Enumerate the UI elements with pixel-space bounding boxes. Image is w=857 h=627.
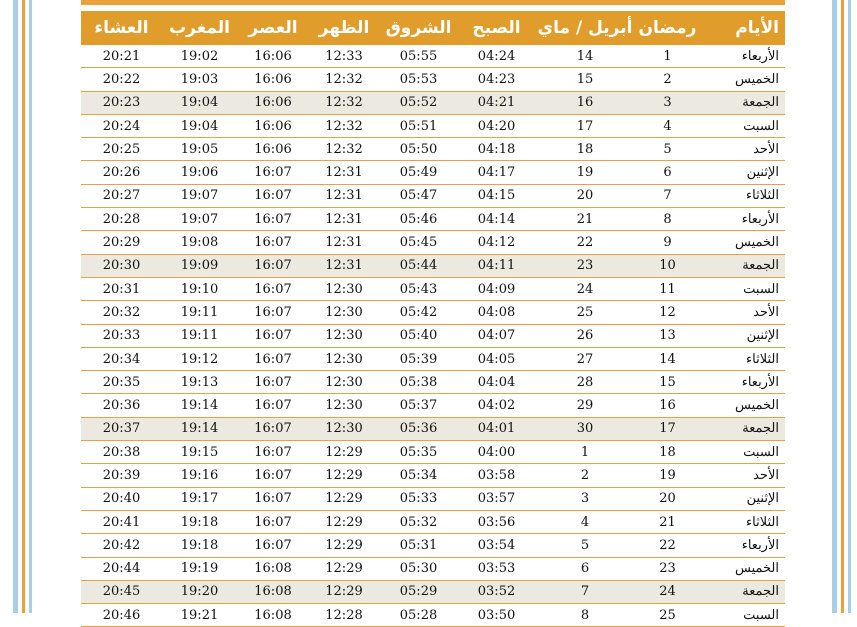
fajr-cell: 04:11 [458, 254, 535, 277]
fajr-cell: 04:20 [458, 114, 535, 137]
isha-cell: 20:33 [81, 324, 162, 347]
ramadan-day-cell: 13 [635, 324, 700, 347]
fajr-cell: 04:00 [458, 441, 535, 464]
maghrib-cell: 19:04 [162, 114, 237, 137]
sunrise-cell: 05:44 [379, 254, 458, 277]
gregorian-date-cell: 5 [535, 534, 635, 557]
asr-cell: 16:06 [237, 138, 309, 161]
maghrib-cell: 19:12 [162, 347, 237, 370]
dhuhr-cell: 12:30 [309, 371, 379, 394]
dhuhr-cell: 12:31 [309, 254, 379, 277]
fajr-cell: 04:01 [458, 417, 535, 440]
sunrise-cell: 05:31 [379, 534, 458, 557]
gregorian-date-cell: 29 [535, 394, 635, 417]
header-asr: العصر [237, 11, 309, 45]
day-cell: الإثنين [700, 487, 785, 510]
isha-cell: 20:30 [81, 254, 162, 277]
ramadan-day-cell: 5 [635, 138, 700, 161]
sunrise-cell: 05:55 [379, 45, 458, 68]
day-cell: الأحد [700, 301, 785, 324]
isha-cell: 20:34 [81, 347, 162, 370]
day-cell: الإثنين [700, 161, 785, 184]
isha-cell: 20:37 [81, 417, 162, 440]
table-row [81, 604, 785, 627]
dhuhr-cell: 12:31 [309, 161, 379, 184]
sunrise-cell: 05:40 [379, 324, 458, 347]
gregorian-date-cell: 23 [535, 254, 635, 277]
asr-cell: 16:07 [237, 534, 309, 557]
dhuhr-cell: 12:29 [309, 510, 379, 533]
fajr-cell: 03:58 [458, 464, 535, 487]
gregorian-date-cell: 14 [535, 45, 635, 68]
ramadan-day-cell: 20 [635, 487, 700, 510]
day-cell: السبت [700, 604, 785, 627]
maghrib-cell: 19:11 [162, 301, 237, 324]
day-cell: الأربعاء [700, 534, 785, 557]
maghrib-cell: 19:07 [162, 208, 237, 231]
asr-cell: 16:07 [237, 301, 309, 324]
dhuhr-cell: 12:33 [309, 45, 379, 68]
sunrise-cell: 05:34 [379, 464, 458, 487]
table-row [81, 208, 785, 231]
asr-cell: 16:07 [237, 231, 309, 254]
asr-cell: 16:08 [237, 557, 309, 580]
ramadan-day-cell: 6 [635, 161, 700, 184]
gregorian-date-cell: 20 [535, 184, 635, 207]
dhuhr-cell: 12:31 [309, 231, 379, 254]
table-row [81, 580, 785, 603]
dhuhr-cell: 12:32 [309, 91, 379, 114]
dhuhr-cell: 12:29 [309, 557, 379, 580]
fajr-cell: 04:14 [458, 208, 535, 231]
isha-cell: 20:24 [81, 114, 162, 137]
maghrib-cell: 19:16 [162, 464, 237, 487]
fajr-cell: 04:08 [458, 301, 535, 324]
left-frame-blue-inner [29, 0, 32, 613]
gregorian-date-cell: 24 [535, 277, 635, 300]
day-cell: الجمعة [700, 91, 785, 114]
header-maghrib: المغرب [162, 11, 237, 45]
gregorian-date-cell: 18 [535, 138, 635, 161]
fajr-cell: 03:50 [458, 604, 535, 627]
gregorian-date-cell: 21 [535, 208, 635, 231]
day-cell: الأربعاء [700, 45, 785, 68]
table-row [81, 68, 785, 91]
sunrise-cell: 05:43 [379, 277, 458, 300]
asr-cell: 16:06 [237, 91, 309, 114]
left-frame-blue-outer [13, 0, 18, 613]
sunrise-cell: 05:28 [379, 604, 458, 627]
asr-cell: 16:07 [237, 441, 309, 464]
dhuhr-cell: 12:29 [309, 534, 379, 557]
isha-cell: 20:26 [81, 161, 162, 184]
maghrib-cell: 19:17 [162, 487, 237, 510]
table-row [81, 441, 785, 464]
asr-cell: 16:07 [237, 510, 309, 533]
dhuhr-cell: 12:30 [309, 277, 379, 300]
isha-cell: 20:41 [81, 510, 162, 533]
gregorian-date-cell: 19 [535, 161, 635, 184]
ramadan-day-cell: 24 [635, 580, 700, 603]
fajr-cell: 03:52 [458, 580, 535, 603]
table-row [81, 138, 785, 161]
gregorian-date-cell: 2 [535, 464, 635, 487]
asr-cell: 16:07 [237, 347, 309, 370]
dhuhr-cell: 12:32 [309, 114, 379, 137]
maghrib-cell: 19:10 [162, 277, 237, 300]
gregorian-date-cell: 16 [535, 91, 635, 114]
isha-cell: 20:23 [81, 91, 162, 114]
dhuhr-cell: 12:31 [309, 184, 379, 207]
top-orange-rule [81, 0, 785, 5]
asr-cell: 16:07 [237, 417, 309, 440]
fajr-cell: 03:57 [458, 487, 535, 510]
fajr-cell: 04:04 [458, 371, 535, 394]
isha-cell: 20:28 [81, 208, 162, 231]
table-row [81, 464, 785, 487]
gregorian-date-cell: 30 [535, 417, 635, 440]
maghrib-cell: 19:14 [162, 417, 237, 440]
sunrise-cell: 05:38 [379, 371, 458, 394]
asr-cell: 16:07 [237, 184, 309, 207]
maghrib-cell: 19:13 [162, 371, 237, 394]
dhuhr-cell: 12:28 [309, 604, 379, 627]
dhuhr-cell: 12:32 [309, 138, 379, 161]
sunrise-cell: 05:53 [379, 68, 458, 91]
maghrib-cell: 19:08 [162, 231, 237, 254]
fajr-cell: 03:56 [458, 510, 535, 533]
asr-cell: 16:06 [237, 114, 309, 137]
day-cell: الأحد [700, 138, 785, 161]
day-cell: الأربعاء [700, 371, 785, 394]
asr-cell: 16:07 [237, 487, 309, 510]
isha-cell: 20:38 [81, 441, 162, 464]
asr-cell: 16:07 [237, 371, 309, 394]
asr-cell: 16:07 [237, 208, 309, 231]
gregorian-date-cell: 15 [535, 68, 635, 91]
ramadan-day-cell: 18 [635, 441, 700, 464]
ramadan-day-cell: 7 [635, 184, 700, 207]
header-fajr: الصبح [458, 11, 535, 45]
ramadan-day-cell: 14 [635, 347, 700, 370]
right-frame-blue-outer [848, 0, 851, 613]
sunrise-cell: 05:47 [379, 184, 458, 207]
ramadan-day-cell: 8 [635, 208, 700, 231]
fajr-cell: 04:18 [458, 138, 535, 161]
dhuhr-cell: 12:31 [309, 208, 379, 231]
table-row [81, 417, 785, 440]
isha-cell: 20:32 [81, 301, 162, 324]
gregorian-date-cell: 22 [535, 231, 635, 254]
sunrise-cell: 05:50 [379, 138, 458, 161]
ramadan-day-cell: 25 [635, 604, 700, 627]
maghrib-cell: 19:03 [162, 68, 237, 91]
maghrib-cell: 19:18 [162, 534, 237, 557]
isha-cell: 20:22 [81, 68, 162, 91]
table-row [81, 557, 785, 580]
isha-cell: 20:25 [81, 138, 162, 161]
maghrib-cell: 19:05 [162, 138, 237, 161]
gregorian-date-cell: 25 [535, 301, 635, 324]
maghrib-cell: 19:21 [162, 604, 237, 627]
right-frame-orange [841, 0, 844, 613]
ramadan-day-cell: 10 [635, 254, 700, 277]
fajr-cell: 04:15 [458, 184, 535, 207]
asr-cell: 16:07 [237, 254, 309, 277]
isha-cell: 20:46 [81, 604, 162, 627]
gregorian-date-cell: 3 [535, 487, 635, 510]
isha-cell: 20:35 [81, 371, 162, 394]
day-cell: الخميس [700, 68, 785, 91]
day-cell: الثلاثاء [700, 184, 785, 207]
sunrise-cell: 05:42 [379, 301, 458, 324]
ramadan-day-cell: 1 [635, 45, 700, 68]
ramadan-day-cell: 11 [635, 277, 700, 300]
maghrib-cell: 19:09 [162, 254, 237, 277]
dhuhr-cell: 12:32 [309, 68, 379, 91]
table-row [81, 394, 785, 417]
header-ramadan: رمضان [635, 11, 700, 45]
table-row [81, 534, 785, 557]
table-row [81, 324, 785, 347]
ramadan-day-cell: 22 [635, 534, 700, 557]
maghrib-cell: 19:11 [162, 324, 237, 347]
asr-cell: 16:08 [237, 604, 309, 627]
table-row [81, 277, 785, 300]
table-header-row [81, 11, 785, 45]
fajr-cell: 04:17 [458, 161, 535, 184]
isha-cell: 20:40 [81, 487, 162, 510]
sunrise-cell: 05:49 [379, 161, 458, 184]
sunrise-cell: 05:46 [379, 208, 458, 231]
asr-cell: 16:08 [237, 580, 309, 603]
ramadan-day-cell: 15 [635, 371, 700, 394]
sunrise-cell: 05:52 [379, 91, 458, 114]
fajr-cell: 04:02 [458, 394, 535, 417]
dhuhr-cell: 12:29 [309, 441, 379, 464]
maghrib-cell: 19:20 [162, 580, 237, 603]
dhuhr-cell: 12:29 [309, 580, 379, 603]
sunrise-cell: 05:45 [379, 231, 458, 254]
header-dhuhr: الظهر [309, 11, 379, 45]
isha-cell: 20:29 [81, 231, 162, 254]
fajr-cell: 03:54 [458, 534, 535, 557]
fajr-cell: 04:23 [458, 68, 535, 91]
day-cell: الجمعة [700, 580, 785, 603]
maghrib-cell: 19:15 [162, 441, 237, 464]
maghrib-cell: 19:02 [162, 45, 237, 68]
day-cell: الثلاثاء [700, 510, 785, 533]
maghrib-cell: 19:18 [162, 510, 237, 533]
dhuhr-cell: 12:30 [309, 417, 379, 440]
gregorian-date-cell: 1 [535, 441, 635, 464]
gregorian-date-cell: 26 [535, 324, 635, 347]
asr-cell: 16:07 [237, 394, 309, 417]
fajr-cell: 04:07 [458, 324, 535, 347]
ramadan-day-cell: 9 [635, 231, 700, 254]
table-row [81, 184, 785, 207]
day-cell: السبت [700, 441, 785, 464]
right-frame-blue-inner [832, 0, 837, 613]
table-row [81, 254, 785, 277]
maghrib-cell: 19:06 [162, 161, 237, 184]
dhuhr-cell: 12:30 [309, 324, 379, 347]
fajr-cell: 04:09 [458, 277, 535, 300]
dhuhr-cell: 12:30 [309, 394, 379, 417]
table-row [81, 161, 785, 184]
dhuhr-cell: 12:29 [309, 487, 379, 510]
header-gregorian-date: أبريل / ماي [535, 11, 635, 45]
asr-cell: 16:07 [237, 277, 309, 300]
prayer-times-table [81, 11, 785, 627]
day-cell: الثلاثاء [700, 347, 785, 370]
sunrise-cell: 05:29 [379, 580, 458, 603]
ramadan-day-cell: 2 [635, 68, 700, 91]
table-row [81, 371, 785, 394]
day-cell: الأحد [700, 464, 785, 487]
dhuhr-cell: 12:30 [309, 301, 379, 324]
gregorian-date-cell: 7 [535, 580, 635, 603]
gregorian-date-cell: 28 [535, 371, 635, 394]
day-cell: السبت [700, 114, 785, 137]
ramadan-day-cell: 19 [635, 464, 700, 487]
isha-cell: 20:42 [81, 534, 162, 557]
day-cell: الخميس [700, 394, 785, 417]
sunrise-cell: 05:35 [379, 441, 458, 464]
sunrise-cell: 05:30 [379, 557, 458, 580]
sunrise-cell: 05:39 [379, 347, 458, 370]
isha-cell: 20:21 [81, 45, 162, 68]
sunrise-cell: 05:51 [379, 114, 458, 137]
table-row [81, 301, 785, 324]
ramadan-day-cell: 16 [635, 394, 700, 417]
sunrise-cell: 05:37 [379, 394, 458, 417]
table-row [81, 91, 785, 114]
gregorian-date-cell: 6 [535, 557, 635, 580]
day-cell: الجمعة [700, 417, 785, 440]
sunrise-cell: 05:36 [379, 417, 458, 440]
left-frame-orange [22, 0, 25, 613]
fajr-cell: 03:53 [458, 557, 535, 580]
isha-cell: 20:45 [81, 580, 162, 603]
day-cell: الأربعاء [700, 208, 785, 231]
fajr-cell: 04:12 [458, 231, 535, 254]
table-row [81, 114, 785, 137]
sunrise-cell: 05:33 [379, 487, 458, 510]
asr-cell: 16:07 [237, 324, 309, 347]
dhuhr-cell: 12:30 [309, 347, 379, 370]
ramadan-day-cell: 21 [635, 510, 700, 533]
maghrib-cell: 19:04 [162, 91, 237, 114]
isha-cell: 20:36 [81, 394, 162, 417]
day-cell: الخميس [700, 557, 785, 580]
maghrib-cell: 19:14 [162, 394, 237, 417]
day-cell: الإثنين [700, 324, 785, 347]
asr-cell: 16:07 [237, 161, 309, 184]
ramadan-day-cell: 4 [635, 114, 700, 137]
table-row [81, 347, 785, 370]
isha-cell: 20:31 [81, 277, 162, 300]
fajr-cell: 04:05 [458, 347, 535, 370]
table-row [81, 510, 785, 533]
isha-cell: 20:44 [81, 557, 162, 580]
header-days: الأيام [700, 11, 785, 45]
sunrise-cell: 05:32 [379, 510, 458, 533]
table-row [81, 487, 785, 510]
maghrib-cell: 19:19 [162, 557, 237, 580]
header-sunrise: الشروق [379, 11, 458, 45]
day-cell: السبت [700, 277, 785, 300]
day-cell: الخميس [700, 231, 785, 254]
gregorian-date-cell: 27 [535, 347, 635, 370]
ramadan-day-cell: 3 [635, 91, 700, 114]
dhuhr-cell: 12:29 [309, 464, 379, 487]
table-row [81, 231, 785, 254]
day-cell: الجمعة [700, 254, 785, 277]
ramadan-day-cell: 23 [635, 557, 700, 580]
fajr-cell: 04:24 [458, 45, 535, 68]
maghrib-cell: 19:07 [162, 184, 237, 207]
table-row [81, 45, 785, 68]
header-isha: العشاء [81, 11, 162, 45]
isha-cell: 20:39 [81, 464, 162, 487]
asr-cell: 16:06 [237, 68, 309, 91]
isha-cell: 20:27 [81, 184, 162, 207]
ramadan-day-cell: 12 [635, 301, 700, 324]
asr-cell: 16:06 [237, 45, 309, 68]
gregorian-date-cell: 8 [535, 604, 635, 627]
gregorian-date-cell: 17 [535, 114, 635, 137]
ramadan-day-cell: 17 [635, 417, 700, 440]
fajr-cell: 04:21 [458, 91, 535, 114]
asr-cell: 16:07 [237, 464, 309, 487]
gregorian-date-cell: 4 [535, 510, 635, 533]
